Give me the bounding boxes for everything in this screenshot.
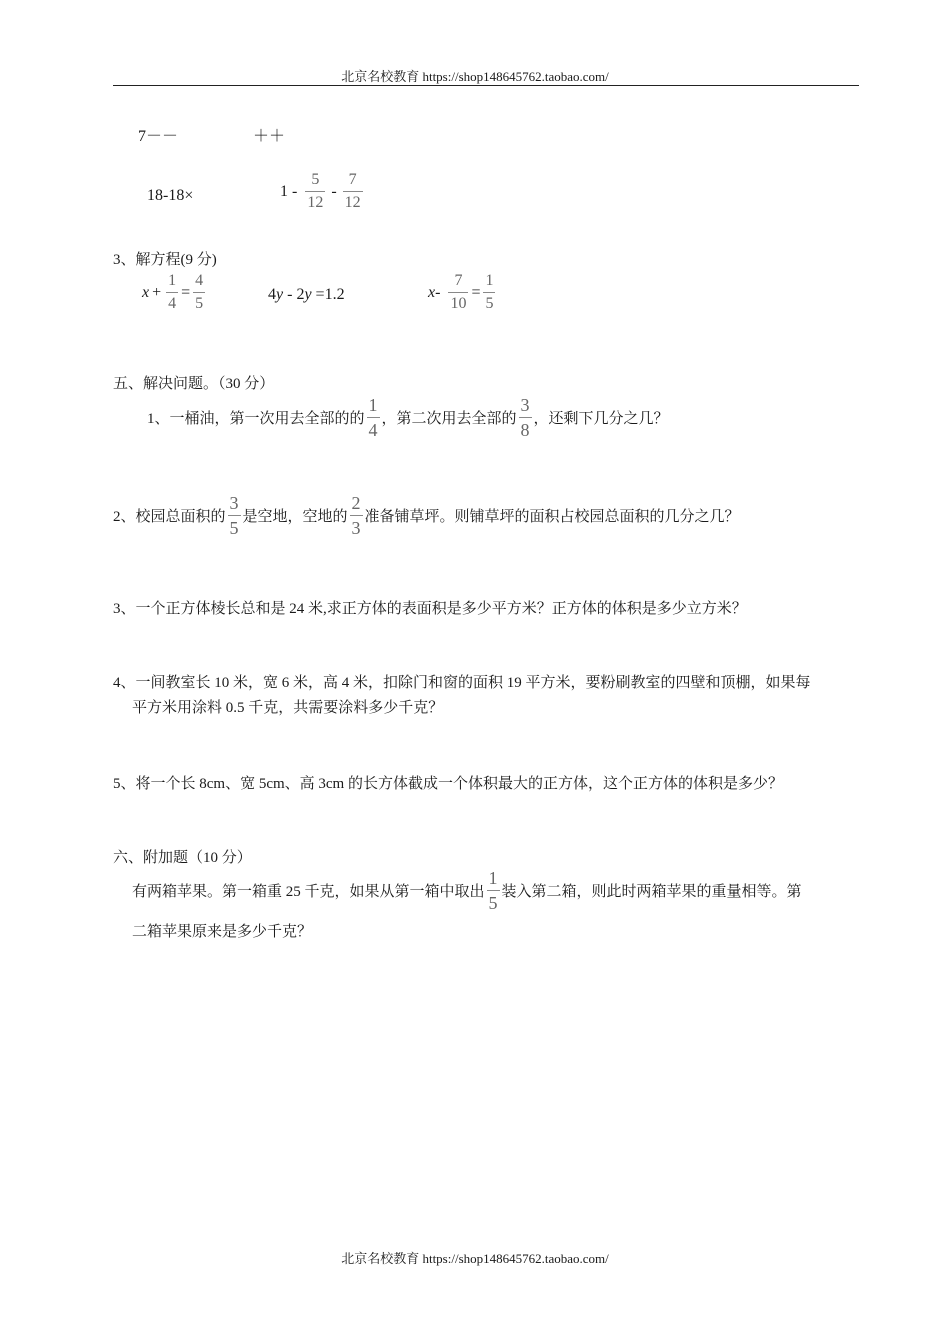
fraction-1-5: $\frac{1}{5}$	[488, 868, 498, 913]
calc-row2-right	[280, 172, 365, 211]
calc-lead: 1 -	[280, 182, 298, 200]
question-3: 3、一个正方体棱长总和是 24 米,求正方体的表面积是多少平方米？正方体的体积是多少立方米？	[113, 601, 747, 617]
question-4-line1: 4、一间教室长 10 米，宽 6 米，高 4 米，扣除门和窗的面积 19 平方米，要粉刷教室的四壁和顶棚，如果每	[113, 675, 811, 691]
section3-title: 3、解方程(9 分)	[113, 252, 217, 268]
fraction-2-3: $\frac{2}{3}$	[351, 493, 361, 538]
page-footer: 北京名校教育 https://shop148645762.taobao.com/	[341, 1251, 609, 1266]
fraction-1-4: $\frac{1}{4}$	[368, 395, 378, 440]
calc-row1-left: 7－－	[138, 128, 179, 145]
fraction-3-5: $\frac{3}{5}$	[229, 493, 239, 538]
bonus-line2: 二箱苹果原来是多少千克？	[132, 924, 313, 940]
question-4-line2: 平方米用涂料 0.5 千克，共需要涂料多少千克？	[132, 700, 444, 716]
equation-2: 4y - 2y =1.2	[268, 286, 345, 303]
calc-minus: -	[331, 182, 337, 200]
question-5: 5、将一个长 8cm、宽 5cm、高 3cm 的长方体截成一个体积最大的正方体，这个正方体的体积是多少？	[113, 776, 783, 792]
fraction-4-5: $\frac{4}{5}$	[195, 272, 204, 312]
page-header: 北京名校教育 https://shop148645762.taobao.com/	[341, 69, 609, 84]
question-1: 1、一桶油，第一次用去全部的的 $\frac{1}{4}$ ，第二次用去全部的 $\frac{3}{8}$ ，还剩下几分之几？	[147, 395, 669, 440]
fraction-1-5: $\frac{1}{5}$	[485, 272, 494, 312]
section6-title: 六、附加题（10 分）	[113, 850, 252, 866]
fraction-3-8: $\frac{3}{8}$	[520, 395, 530, 440]
bonus-line1: 有两箱苹果。第一箱重 25 千克，如果从第一箱中取出 $\frac{1}{5}$ 装入第二箱，则此时两箱苹果的重量相等。第	[132, 868, 802, 913]
header-rule	[113, 85, 859, 86]
fraction-7-12: $\frac{7}{12}$	[344, 171, 361, 211]
equation-1: x + $\frac{1}{4}$ = $\frac{4}{5}$	[142, 272, 204, 312]
calc-row2-left: 18-18×	[147, 187, 194, 204]
section5-title: 五、解决问题。（30 分）	[113, 376, 275, 392]
equation-3: x - $\frac{7}{10}$ = $\frac{1}{5}$	[428, 272, 494, 312]
fraction-5-12: $\frac{5}{12}$	[307, 171, 324, 211]
fraction-7-10: $\frac{7}{10}$	[450, 272, 467, 312]
calc-row1-right: ＋＋	[253, 128, 286, 145]
question-2: 2、校园总面积的 $\frac{3}{5}$ 是空地，空地的 $\frac{2}{3}$ 准备铺草坪。则铺草坪的面积占校园总面积的几分之几？	[113, 493, 740, 538]
fraction-1-4: $\frac{1}{4}$	[168, 272, 177, 312]
